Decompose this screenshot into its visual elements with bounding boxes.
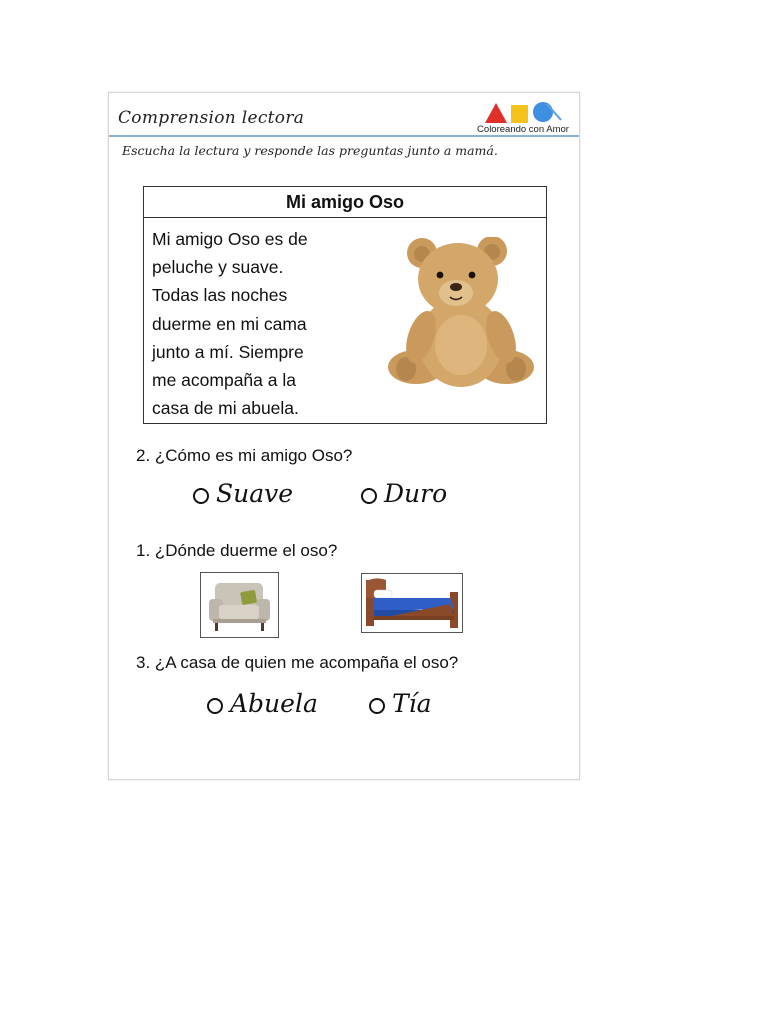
story-line: peluche y suave. xyxy=(152,257,284,278)
option-tia[interactable] xyxy=(369,689,432,718)
story-line: duerme en mi cama xyxy=(152,313,307,334)
question-where-sleeps: 1. ¿Dónde duerme el oso? xyxy=(136,541,338,560)
brand-logo xyxy=(471,100,575,136)
logo-text: Coloreando con Amor xyxy=(477,124,569,135)
option-abuela[interactable] xyxy=(207,689,318,718)
story-title: Mi amigo Oso xyxy=(144,187,546,218)
option-label: Tía xyxy=(392,689,432,718)
story-line: Todas las noches xyxy=(152,285,288,306)
story-text xyxy=(152,225,342,422)
story-line: me acompaña a la xyxy=(152,370,296,391)
option-duro[interactable] xyxy=(361,479,447,508)
option-label: Suave xyxy=(216,479,294,508)
radio-circle-icon[interactable] xyxy=(207,698,223,714)
question-whose-house: 3. ¿A casa de quien me acompaña el oso? xyxy=(136,653,459,672)
bed-icon xyxy=(362,574,462,632)
logo-shapes-icon xyxy=(483,100,563,124)
story-box xyxy=(143,186,547,424)
story-line: junto a mí. Siempre xyxy=(152,341,304,362)
header-divider xyxy=(109,135,579,137)
radio-circle-icon[interactable] xyxy=(361,488,377,504)
instruction-text: Escucha la lectura y responde las preguntas junto a mamá. xyxy=(122,143,498,158)
header-title: Comprension lectora xyxy=(118,108,305,128)
radio-circle-icon[interactable] xyxy=(193,488,209,504)
teddy-bear-icon xyxy=(388,237,534,395)
option-label: Abuela xyxy=(230,689,318,718)
armchair-option[interactable] xyxy=(200,572,279,638)
story-line: casa de mi abuela. xyxy=(152,398,299,419)
story-line: Mi amigo Oso es de xyxy=(152,229,308,249)
armchair-icon xyxy=(201,573,278,637)
bed-option[interactable] xyxy=(361,573,463,633)
option-label: Duro xyxy=(384,479,448,508)
question-how-is-bear: 2. ¿Cómo es mi amigo Oso? xyxy=(136,446,353,465)
radio-circle-icon[interactable] xyxy=(369,698,385,714)
option-suave[interactable] xyxy=(193,479,293,508)
worksheet-page xyxy=(108,92,580,780)
